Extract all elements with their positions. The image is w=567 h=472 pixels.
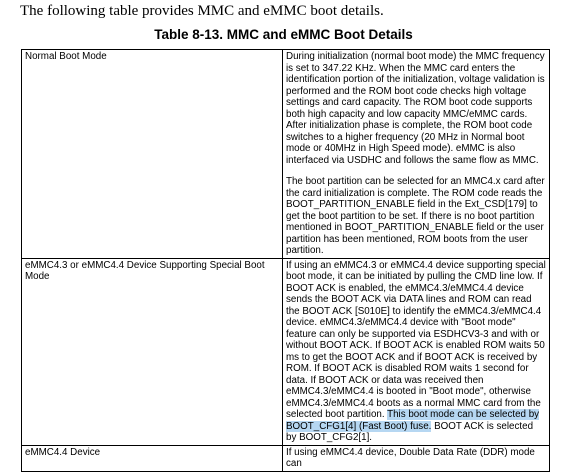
boot-mode-cell: eMMC4.4 Device	[22, 445, 283, 471]
details-paragraph: The boot partition can be selected for an MMC4.x card after the card initialization is complete. The ROM code reads the BOOT_PARTITION_ENABLE field in the Ext_CSD[179] to get the boot partition to be set. If there is no boot partition mentioned in BOOT_PARTITION_ENABLE field or the user partition has been mentioned, ROM boots from the user partition.	[286, 176, 545, 256]
boot-details-cell	[283, 258, 550, 445]
details-paragraph	[286, 260, 546, 444]
boot-mode-cell: eMMC4.3 or eMMC4.4 Device Supporting Special Boot Mode	[22, 258, 283, 445]
table-caption: Table 8-13. MMC and eMMC Boot Details	[154, 27, 413, 42]
intro-text: The following table provides MMC and eMMC boot details.	[20, 3, 384, 19]
boot-details-table	[21, 49, 550, 472]
table-row	[22, 445, 550, 471]
details-text: If using an eMMC4.3 or eMMC4.4 device supporting special boot mode, it can be initiated by pulling the CMD line low. If BOOT ACK is enabled, the eMMC4.3/eMMC4.4 device sends the BOOT ACK via DATA lines and ROM can read the BOOT ACK [S010E] to identify the eMMC4.3/eMMC4.4 device. eMMC4.3/eMMC4.4 device with "Boot mode" feature can only be supported via ESDHCV3-3 and with or without BOOT ACK. If BOOT ACK is enabled ROM waits 50 ms to get the BOOT ACK and if BOOT ACK is received by ROM. If BOOT ACK is disabled ROM waits 1 second for data. If BOOT ACK or data was received then eMMC4.3/eMMC4.4 is booted in "Boot mode", otherwise eMMC4.3/eMMC4.4 boots as a normal MMC card from the selected boot partition.	[286, 259, 546, 420]
details-text: BOOT ACK is selected by BOOT_CFG2[1].	[286, 420, 534, 443]
table-row	[22, 50, 550, 259]
highlighted-text[interactable]: This boot mode can be selected by BOOT_CFG1[4] (Fast Boot) fuse.	[286, 409, 540, 432]
boot-details-cell	[283, 50, 550, 259]
boot-mode-cell: Normal Boot Mode	[22, 50, 283, 259]
details-paragraph: During initialization (normal boot mode) the MMC frequency is set to 347.22 KHz. When the MMC card enters the identification portion of the initialization, voltage validation is performed and the ROM boot code checks high voltage settings and card capacity. The ROM boot code supports both high capacity and low capacity MMC/eMMC cards. After initialization phase is complete, the ROM boot code switches to a higher frequency (20 MHz in Normal boot mode or 40MHz in High Speed mode). eMMC is also interfaced via USDHC and follows the same flow as MMC.	[286, 51, 545, 166]
boot-details-cell: If using eMMC4.4 device, Double Data Rate (DDR) mode can	[283, 445, 550, 471]
table-row	[22, 258, 550, 445]
